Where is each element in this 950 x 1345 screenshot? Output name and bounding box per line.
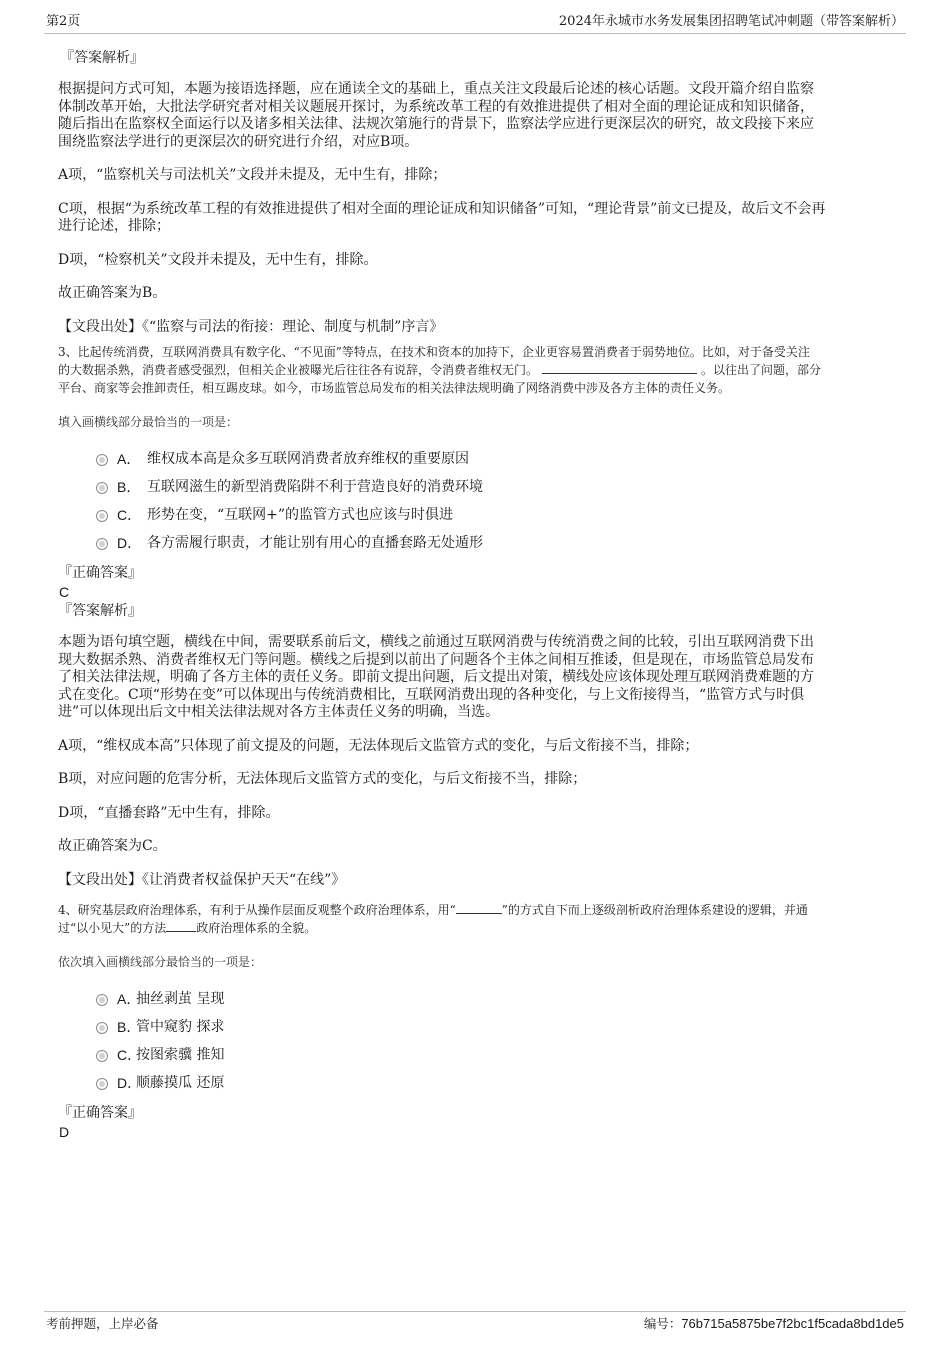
footer-slogan: 考前押题，上岸必备: [46, 1316, 159, 1331]
analysis-line: 随后指出在监察权全面运行以及诸多相关法律、法规次第施行的背景下，监察法学应进行更深层次的研究，故文段接下来应: [58, 116, 814, 132]
option-text: 形势在变，“互联网+”的监管方式也应该与时俱进: [147, 507, 454, 523]
radio-button[interactable]: [96, 538, 108, 550]
option-c-note: C项，根据“为系统改革工程的有效推进提供了相对全面的理论证成和知识储备”可知，“理论背景”前文已提及，故后文不会再: [58, 200, 826, 217]
option-text: 抽丝剥茧 呈现: [136, 991, 225, 1007]
radio-button[interactable]: [96, 482, 108, 494]
radio-button[interactable]: [96, 1050, 108, 1062]
analysis-line: 根据提问方式可知，本题为接语选择题，应在通读全文的基础上，重点关注文段最后论述的核心话题。文段开篇介绍自监察: [58, 81, 814, 97]
question-4-stem: [58, 901, 890, 919]
page-header: [44, 13, 906, 34]
document-code: [644, 1314, 904, 1334]
option-text: 按图索骥 推知: [136, 1047, 225, 1063]
source: 【文段出处】《“监察与司法的衔接：理论、制度与机制”序言》: [58, 318, 444, 335]
option-d-note: D项，“直播套路”无中生有，排除。: [58, 804, 280, 821]
radio-button[interactable]: [96, 994, 108, 1006]
option-c-note: 进行论述，排除；: [58, 218, 170, 234]
question-4-stem-part: 过“以小见大”的方法: [58, 921, 167, 935]
fill-blank: [542, 363, 697, 374]
option-b[interactable]: [96, 1013, 890, 1041]
option-letter: B．: [117, 1019, 141, 1035]
correct-answer-label: 『正确答案』: [58, 1105, 142, 1121]
conclusion: 故正确答案为C。: [58, 838, 167, 854]
option-d-note: D项，“检察机关”文段并未提及，无中生有，排除。: [58, 251, 378, 268]
question-3-stem: [58, 361, 890, 379]
analysis-line: 式在变化。C项“形势在变”可以体现出与传统消费相比，互联网消费出现的各种变化，与上文衔接得当，“监管方式与时俱: [58, 686, 805, 703]
question-3-stem: 平台、商家等会推卸责任，相互踢皮球。如今，市场监管总局发布的相关法律法规明确了网络消费中涉及各方主体的责任义务。: [58, 381, 731, 395]
question-4-stem: [58, 919, 890, 937]
page-number: 第2页: [46, 14, 81, 29]
document-code-label: 编号：: [643, 1316, 682, 1331]
conclusion: 故正确答案为B。: [58, 285, 167, 301]
document-title: 2024年永城市水务发展集团招聘笔试冲刺题（带答案解析）: [558, 14, 904, 29]
option-a-note: A项，“监察机关与司法机关”文段并未提及，无中生有，排除；: [58, 167, 447, 183]
question-4-prompt: 依次填入画横线部分最恰当的一项是：: [58, 955, 263, 969]
document-code-value: 76b715a5875be7f2bc1f5cada8bd1de5: [681, 1316, 904, 1331]
option-text: 顺藤摸瓜 还原: [136, 1075, 225, 1091]
analysis-line: 围绕监察法学进行的更深层次的研究进行介绍，对应B项。: [58, 133, 419, 150]
source: 【文段出处】《让消费者权益保护天天“在线”》: [58, 871, 346, 888]
option-text: 各方需履行职责，才能让别有用心的直播套路无处遁形: [147, 535, 483, 551]
page-content: [58, 48, 890, 1141]
radio-button[interactable]: [96, 1022, 108, 1034]
question-4-stem-part: ”的方式自下而上逐级剖析政府治理体系建设的逻辑，并通: [501, 903, 808, 917]
option-text: 互联网滋生的新型消费陷阱不利于营造良好的消费环境: [147, 479, 483, 495]
question-3-prompt: 填入画横线部分最恰当的一项是：: [58, 415, 239, 429]
option-d[interactable]: [96, 1069, 890, 1097]
option-c[interactable]: [96, 1041, 890, 1069]
fill-blank: [456, 903, 502, 914]
option-a[interactable]: [96, 445, 890, 473]
question-3-stem-part: 的大数据杀熟，消费者感受强烈，但相关企业被曝光后往往各有说辞，令消费者维权无门。: [58, 363, 539, 377]
option-text: 管中窥豹 探求: [136, 1019, 225, 1035]
correct-answer: D: [59, 1124, 70, 1140]
option-a[interactable]: [96, 985, 890, 1013]
page-footer: [44, 1311, 906, 1334]
option-b[interactable]: [96, 473, 890, 501]
analysis-line: 了相关法律法规，明确了各方主体的责任义务。即前文提出问题，后文提出对策，横线处应该体现处理互联网消费难题的方: [58, 669, 814, 685]
analysis-line: 本题为语句填空题，横线在中间，需要联系前后文，横线之前通过互联网消费与传统消费之间的比较，引出互联网消费下出: [58, 634, 814, 650]
option-letter: A．: [117, 991, 141, 1007]
option-letter: D．: [117, 1075, 142, 1091]
radio-button[interactable]: [96, 1078, 108, 1090]
option-letter: D．: [117, 535, 142, 551]
analysis-line: 进”可以体现出后文中相关法律法规对各方主体责任义务的明确，当选。: [58, 704, 500, 720]
analysis-label: 『答案解析』: [60, 50, 144, 66]
option-letter: C．: [117, 1047, 142, 1063]
option-letter: B．: [117, 479, 141, 495]
fill-blank: [166, 921, 196, 932]
question-3-stem: 3、比起传统消费，互联网消费具有数字化、“不见面”等特点，在技术和资本的加持下，企业更容易置消费者于弱势地位。比如，对于备受关注: [58, 345, 810, 359]
option-d[interactable]: [96, 529, 890, 557]
analysis-line: 现大数据杀熟、消费者维权无门等问题。横线之后提到以前出了问题各个主体之间相互推诿，但是现在，市场监管总局发布: [58, 651, 814, 668]
radio-button[interactable]: [96, 510, 108, 522]
radio-button[interactable]: [96, 454, 108, 466]
option-a-note: A项，“维权成本高”只体现了前文提及的问题，无法体现后文监管方式的变化，与后文衔接不当，排除；: [58, 737, 699, 754]
question-3-stem-part: 。以往出了问题，部分: [701, 363, 822, 377]
option-b-note: B项，对应问题的危害分析，无法体现后文监管方式的变化，与后文衔接不当，排除；: [58, 771, 587, 787]
analysis-label: 『答案解析』: [58, 603, 142, 619]
analysis-line: 体制改革开始，大批法学研究者对相关议题展开探讨，为系统改革工程的有效推进提供了相对全面的理论证成和知识储备，: [58, 98, 814, 115]
option-c[interactable]: [96, 501, 890, 529]
correct-answer-label: 『正确答案』: [58, 565, 142, 581]
correct-answer: C: [59, 584, 70, 600]
option-text: 维权成本高是众多互联网消费者放弃维权的重要原因: [147, 451, 469, 467]
question-4-stem-part: 4、研究基层政府治理体系，有利于从操作层面反观整个政府治理体系，用“: [58, 903, 456, 917]
option-letter: C．: [117, 507, 142, 523]
option-letter: A．: [117, 451, 141, 467]
question-4-stem-part: 政府治理体系的全貌。: [196, 921, 317, 935]
